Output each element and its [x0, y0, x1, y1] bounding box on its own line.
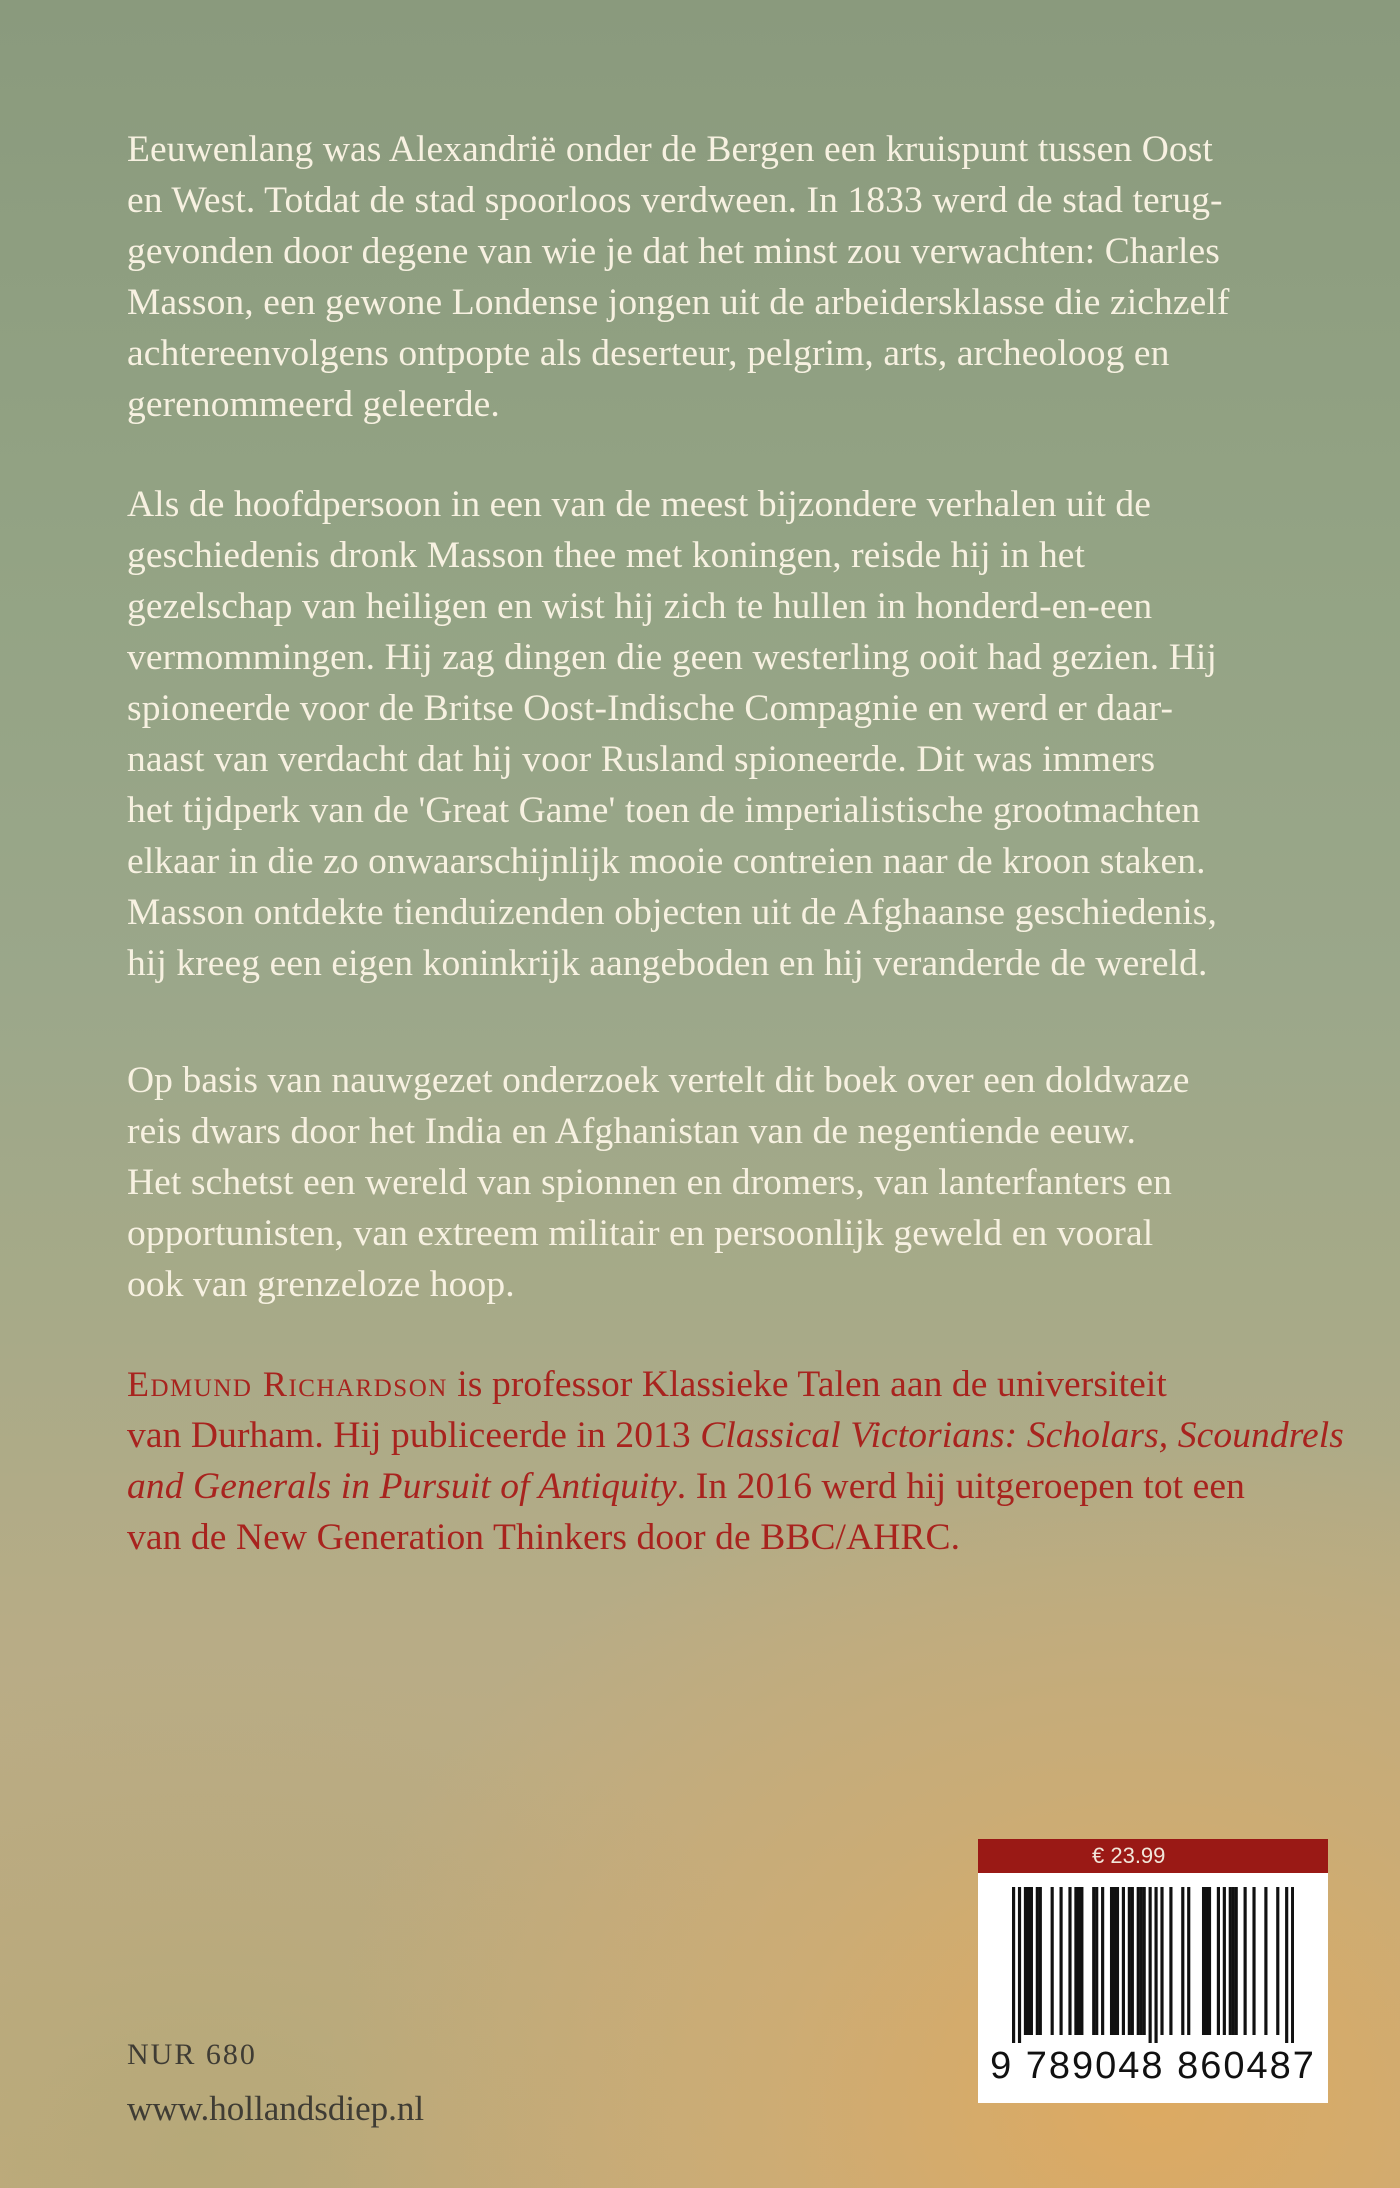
author-bio-line-2: [127, 1410, 1345, 1461]
text-line: opportunisten, van extreem militair en persoonlijk geweld en vooral: [127, 1213, 1154, 1254]
text-line: Masson ontdekte tienduizenden objecten uit de Afghaanse geschiedenis,: [127, 892, 1217, 933]
barcode-bar: [1131, 1887, 1134, 2035]
book-title: Classical Victorians: Scholars, Scoundrels: [700, 1415, 1345, 1456]
price-label: € 23.99: [978, 1839, 1328, 1873]
text-line: ook van grenzeloze hoop.: [127, 1264, 515, 1305]
barcode-bar: [1181, 1887, 1184, 2035]
barcode-bar: [1092, 1887, 1095, 2035]
barcode-bar: [1229, 1887, 1232, 2035]
text-line: reis dwars door het India en Afghanistan van de negentiende eeuw.: [127, 1111, 1136, 1152]
barcode-bar: [1101, 1887, 1104, 2035]
barcode-bar: [1128, 1887, 1131, 2035]
text-line: spioneerde voor de Britse Oost-Indische Compagnie en werd er daar-: [127, 688, 1174, 729]
barcode-bar: [1027, 1887, 1030, 2035]
barcode-bar: [1276, 1887, 1279, 2035]
barcode-bar: [1291, 1887, 1294, 2043]
text-line: hij kreeg een eigen koninkrijk aangeboden en hij veranderde de wereld.: [127, 943, 1208, 984]
isbn-number: 9 789048 860487: [990, 2045, 1316, 2087]
barcode-bar: [1187, 1887, 1190, 2035]
author-bio-line-4: van de New Generation Thinkers door de BBC/AHRC.: [127, 1517, 961, 1558]
author-bio-line-3: [127, 1461, 1277, 1512]
barcode-bar: [1143, 1887, 1146, 2035]
barcode-bar: [1018, 1887, 1021, 2043]
text-line: Masson, een gewone Londense jongen uit de arbeidersklasse die zichzelf: [127, 282, 1230, 323]
barcode-bar: [1030, 1887, 1033, 2035]
author-bio-text: is professor Klassieke Talen aan de universiteit: [447, 1364, 1167, 1405]
barcode-bar: [1264, 1887, 1267, 2035]
blurb-paragraph-2: [127, 479, 1277, 989]
barcode-bar: [1149, 1887, 1152, 2043]
barcode: [978, 1873, 1328, 2103]
text-line: elkaar in die zo onwaarschijnlijk mooie contreien naar de kroon staken.: [127, 841, 1206, 882]
author-bio-text: . In 2016 werd hij uitgeroepen tot een: [676, 1466, 1246, 1507]
author-bio-text: van Durham. Hij publiceerde in 2013: [127, 1415, 701, 1456]
barcode-bar: [1074, 1887, 1077, 2035]
barcode-bar: [1113, 1887, 1116, 2035]
barcode-bar: [1244, 1887, 1247, 2035]
author-bio: [127, 1359, 1345, 1563]
text-line: geschiedenis dronk Masson thee met koningen, reisde hij in het: [127, 535, 1086, 576]
barcode-bar: [1059, 1887, 1062, 2035]
text-line: Eeuwenlang was Alexandrië onder de Bergen een kruispunt tussen Oost: [127, 129, 1213, 170]
barcode-bar: [1051, 1887, 1054, 2035]
barcode-bar: [1217, 1887, 1220, 2035]
barcode-bar: [1140, 1887, 1143, 2035]
barcode-bar: [1122, 1887, 1125, 2035]
barcode-bar: [1232, 1887, 1235, 2035]
text-line: Op basis van nauwgezet onderzoek vertelt dit boek over een doldwaze: [127, 1060, 1190, 1101]
barcode-bar: [1068, 1887, 1071, 2035]
barcode-bar: [1169, 1887, 1172, 2035]
barcode-bar: [1285, 1887, 1288, 2043]
publisher-website: www.hollandsdiep.nl: [127, 2089, 425, 2128]
nur-code: NUR 680: [127, 2038, 257, 2071]
text-line: Het schetst een wereld van spionnen en dromers, van lanterfanters en: [127, 1162, 1172, 1203]
barcode-bar: [1110, 1887, 1113, 2035]
barcode-bar: [1137, 1887, 1140, 2035]
text-line: gevonden door degene van wie je dat het minst zou verwachten: Charles: [127, 231, 1220, 272]
text-line: gezelschap van heiligen en wist hij zich te hullen in honderd-en-een: [127, 586, 1153, 627]
barcode-bars: [1012, 1887, 1294, 2043]
text-line: gerenommeerd geleerde.: [127, 384, 500, 425]
barcode-bar: [1208, 1887, 1211, 2035]
barcode-bar: [1077, 1887, 1080, 2035]
text-line: Als de hoofdpersoon in een van de meest bijzondere verhalen uit de: [127, 484, 1151, 525]
text-line: vermommingen. Hij zag dingen die geen westerling ooit had gezien. Hij: [127, 637, 1217, 678]
text-line: het tijdperk van de 'Great Game' toen de imperialistische grootmachten: [127, 790, 1201, 831]
barcode-bar: [1095, 1887, 1098, 2035]
barcode-bar: [1223, 1887, 1226, 2035]
author-bio-line-1: [127, 1359, 1277, 1410]
author-name: Edmund Richardson: [127, 1364, 448, 1404]
text-line: en West. Totdat de stad spoorloos verdween. In 1833 werd de stad terug-: [127, 180, 1223, 221]
barcode-bar: [1154, 1887, 1157, 2043]
barcode-bar: [1024, 1887, 1027, 2035]
barcode-bar: [1252, 1887, 1255, 2035]
text-line: naast van verdacht dat hij voor Rusland spioneerde. Dit was immers: [127, 739, 1156, 780]
barcode-bar: [1116, 1887, 1119, 2035]
barcode-bar: [1012, 1887, 1015, 2043]
blurb-paragraph-1: [127, 124, 1277, 430]
barcode-bar: [1160, 1887, 1163, 2035]
barcode-bar: [1235, 1887, 1238, 2035]
barcode-bar: [1205, 1887, 1208, 2035]
blurb-paragraph-3: [127, 1055, 1277, 1310]
text-line: achtereenvolgens ontpopte als deserteur, pelgrim, arts, archeoloog en: [127, 333, 1170, 374]
book-title: and Generals in Pursuit of Antiquity: [127, 1466, 677, 1507]
barcode-bar: [1039, 1887, 1042, 2035]
barcode-bar: [1080, 1887, 1083, 2035]
barcode-bar: [1036, 1887, 1039, 2035]
barcode-bar: [1202, 1887, 1205, 2035]
